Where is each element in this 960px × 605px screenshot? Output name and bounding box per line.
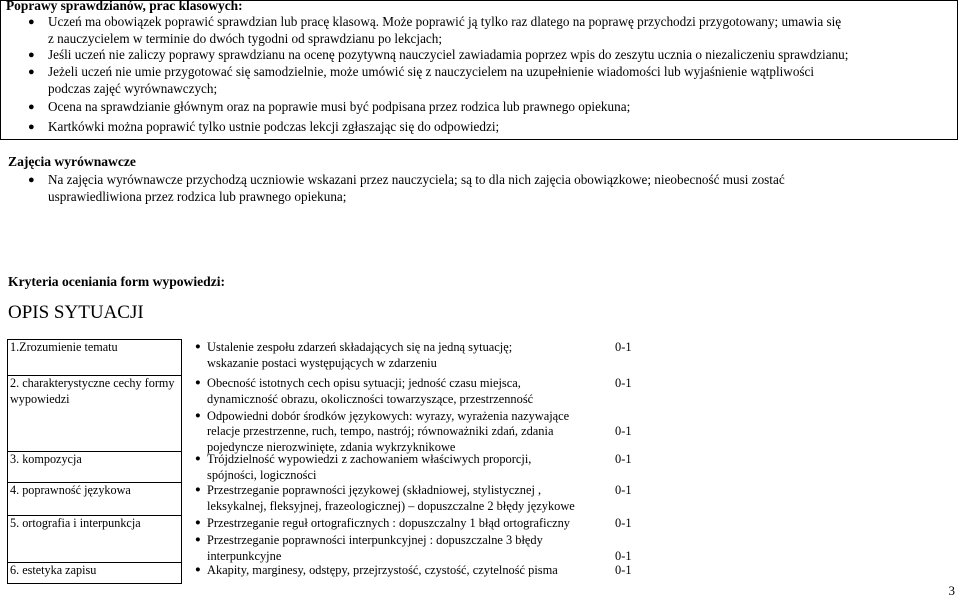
table-bottom-border xyxy=(7,583,182,584)
poprawy-item-3: Jeżeli uczeń nie umie przygotować się samodzielnie, może umówić się z nauczycielem na uzupełnienie wiadomości lub wyjaśnienie wątpliwości xyxy=(48,64,815,79)
criterion-text: Odpowiedni dobór środków językowych: wyrazy, wyrażenia nazywające xyxy=(207,408,570,423)
row-separator xyxy=(7,451,182,452)
zajecia-line-1: Na zajęcia wyrównawcze przychodzą uczniowie wskazani przez nauczyciela; są to dla nich zajęcia obowiązkowe; nieobecność musi zostać xyxy=(48,172,785,187)
criterion-name: 6. estetyka zapisu xyxy=(10,563,97,577)
bullet-icon: ● xyxy=(195,342,201,352)
criterion-name: 3. kompozycja xyxy=(10,452,82,466)
poprawy-item-3-cont: podczas zajęć wyrównawczych; xyxy=(48,81,218,96)
criterion-text: Przestrzeganie poprawności językowej (składniowej, stylistycznej , xyxy=(207,483,542,497)
criterion-name: 2. charakterystyczne cechy formy wypowiedzi xyxy=(10,376,175,406)
criterion-text: pojedyncze nierozwinięte, zdania wykrzyknikowe xyxy=(207,440,456,455)
bullet-icon: ● xyxy=(195,518,201,528)
bullet-icon: ● xyxy=(195,378,201,388)
bullet-icon: ● xyxy=(195,534,201,545)
criterion-text: dynamiczność obrazu, okoliczności towarzyszące, przestrzenność xyxy=(207,391,534,406)
zajecia-title: Zajęcia wyrównawcze xyxy=(8,154,136,169)
bullet-icon: ● xyxy=(195,485,201,495)
kryteria-title: Kryteria oceniania form wypowiedzi: xyxy=(8,274,226,289)
row-separator xyxy=(7,375,182,376)
bullet-icon: ● xyxy=(195,454,201,464)
bullet-icon: ● xyxy=(195,410,201,421)
poprawy-item-5: Kartkówki można poprawić tylko ustnie podczas lekcji zgłaszając się do odpowiedzi; xyxy=(48,119,500,134)
row-separator xyxy=(7,482,182,483)
criterion-text: relacje przestrzenne, ruch, tempo, nastrój; równoważniki zdań, zdania xyxy=(207,424,554,439)
criterion-points: 0-1 xyxy=(615,340,632,354)
poprawy-title: Poprawy sprawdzianów, prac klasowych: xyxy=(6,0,243,13)
poprawy-item-1: Uczeń ma obowiązek poprawić sprawdzian lub pracę klasową. Może poprawić ją tylko raz dlatego na poprawę przychodzi przygotowany; umawia się xyxy=(48,14,842,29)
row-separator xyxy=(7,515,182,516)
bullet-icon: ● xyxy=(28,66,35,78)
criterion-points: 0-1 xyxy=(615,452,632,466)
bullet-icon: ● xyxy=(28,174,35,186)
criterion-points: 0-1 xyxy=(615,483,632,497)
criterion-name: 4. poprawność językowa xyxy=(10,483,131,497)
criterion-points: 0-1 xyxy=(615,563,632,577)
criterion-name: 5. ortografia i interpunkcja xyxy=(10,516,141,530)
bullet-icon: ● xyxy=(28,121,35,133)
zajecia-line-2: usprawiedliwiona przez rodzica lub prawnego opiekuna; xyxy=(48,189,347,204)
bullet-icon: ● xyxy=(195,565,201,575)
criterion-text: wskazanie postaci występujących w zdarzeniu xyxy=(207,355,437,370)
row-separator xyxy=(7,339,182,340)
criterion-points: 0-1 xyxy=(615,548,632,563)
poprawy-item-1-cont: z nauczycielem w terminie do dwóch tygodni od sprawdzianu po lekcjach; xyxy=(48,31,443,46)
criterion-points: 0-1 xyxy=(615,424,632,439)
row-separator xyxy=(7,562,182,563)
criterion-text: leksykalnej, fleksyjnej, frazeologicznej) – dopuszczalne 2 błędy językowe xyxy=(207,498,575,513)
page-number: 3 xyxy=(948,583,955,598)
criterion-points: 0-1 xyxy=(615,516,632,530)
criterion-name: 1.Zrozumienie tematu xyxy=(10,340,118,354)
poprawy-item-2: Jeśli uczeń nie zaliczy poprawy sprawdzianu na ocenę pozytywną nauczyciel zawiadamia poprzez wpis do zeszytu ucznia o niezaliczeniu sprawdzianu; xyxy=(48,47,849,62)
criterion-text: Ustalenie zespołu zdarzeń składających się na jedną sytuację; xyxy=(207,340,513,354)
poprawy-item-4: Ocena na sprawdzianie głównym oraz na poprawie musi być podpisana przez rodzica lub prawnego opiekuna; xyxy=(48,99,631,114)
criterion-text: Przestrzeganie reguł ortograficznych : dopuszczalny 1 błąd ortograficzny xyxy=(207,516,570,530)
bullet-icon: ● xyxy=(28,101,35,113)
criterion-text: Akapity, marginesy, odstępy, przejrzystość, czystość, czytelność pisma xyxy=(207,563,558,577)
bullet-icon: ● xyxy=(28,16,35,28)
criterion-text: Przestrzeganie poprawności interpunkcyjnej : dopuszczalne 3 błędy xyxy=(207,532,543,547)
criterion-points: 0-1 xyxy=(615,376,632,390)
criterion-text: interpunkcyjne xyxy=(207,548,282,563)
criterion-text: Obecność istotnych cech opisu sytuacji; jedność czasu miejsca, xyxy=(207,376,521,390)
bullet-icon: ● xyxy=(28,49,35,61)
criterion-text: Trójdzielność wypowiedzi z zachowaniem właściwych proporcji, xyxy=(207,452,532,466)
opis-title: OPIS SYTUACJI xyxy=(8,302,144,323)
criterion-text: spójności, logiczności xyxy=(207,467,317,482)
